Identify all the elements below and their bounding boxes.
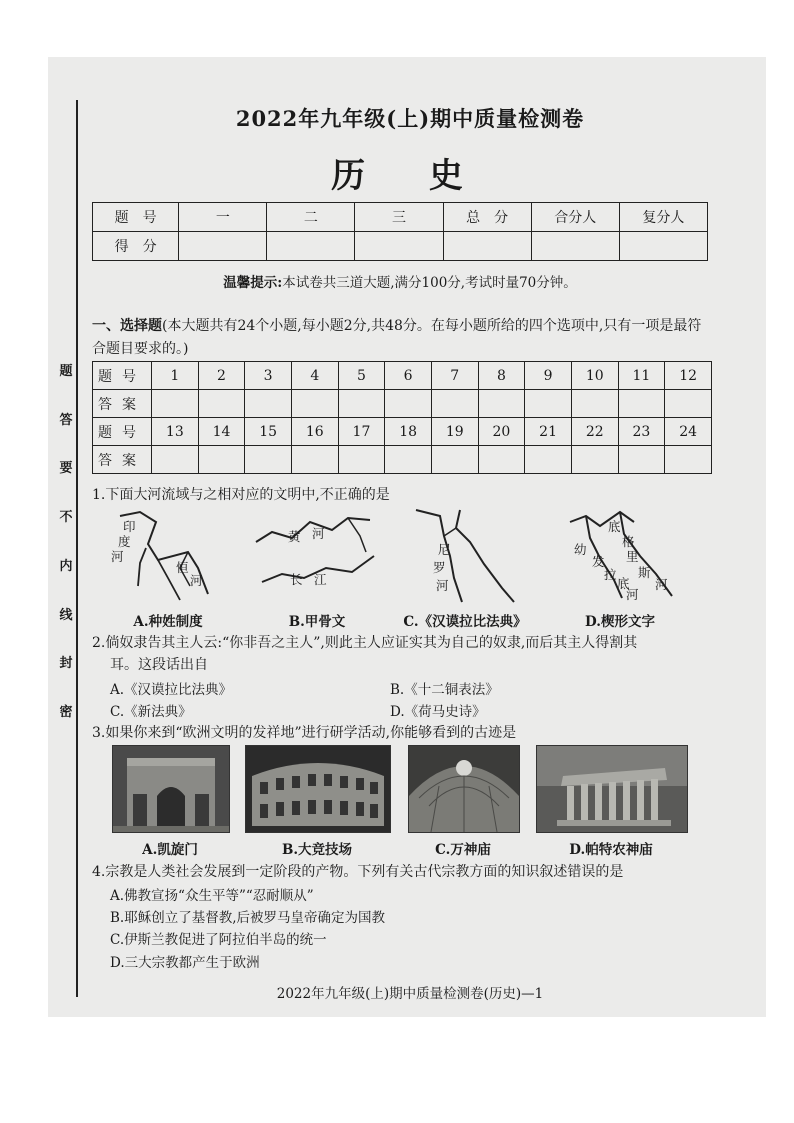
map-label: 罗	[433, 560, 446, 575]
score-cell[interactable]	[619, 232, 707, 261]
map-label: 河	[655, 577, 668, 592]
question-number-cell: 8	[478, 362, 525, 390]
question-number-cell: 10	[571, 362, 618, 390]
answer-cell[interactable]	[665, 390, 712, 418]
photo-arch-of-triumph	[112, 745, 230, 833]
answer-cell[interactable]	[245, 390, 292, 418]
answer-cell[interactable]	[478, 390, 525, 418]
answer-cell[interactable]	[431, 446, 478, 474]
map-label: 底	[617, 576, 630, 591]
question-number-cell: 24	[665, 418, 712, 446]
question-3-stem: 3.如果你来到“欧洲文明的发祥地”进行研学活动,你能够看到的古迹是	[92, 725, 517, 741]
map-label: 河	[190, 573, 203, 588]
question-number-cell: 23	[618, 418, 665, 446]
map-label: 河	[312, 526, 325, 541]
answer-table	[92, 361, 712, 474]
score-row-label: 得 分	[93, 232, 179, 261]
question-number-cell: 5	[338, 362, 385, 390]
answer-cell[interactable]	[338, 390, 385, 418]
map-label: 黄	[288, 529, 301, 544]
question-4-stem: 4.宗教是人类社会发展到一定阶段的产物。下列有关古代宗教方面的知识叙述错误的是	[92, 864, 624, 880]
answer-cell[interactable]	[525, 390, 572, 418]
question-number-cell: 19	[431, 418, 478, 446]
question-number-cell: 13	[152, 418, 199, 446]
map-label: 底	[608, 519, 621, 534]
question-2-stem: 2.倘奴隶告其主人云:“你非吾之主人”,则此主人应证实其为自己的奴隶,而后其主人得割其	[92, 635, 638, 651]
answer-cell[interactable]	[245, 446, 292, 474]
photo-pantheon	[408, 745, 520, 833]
question-number-cell: 14	[198, 418, 245, 446]
map-label: 里	[626, 549, 639, 564]
map-label: 长	[290, 572, 303, 587]
answer-cell[interactable]	[152, 390, 199, 418]
question-2-stem-cont: 耳。这段话出自	[110, 657, 208, 673]
score-header-cell: 三	[355, 203, 443, 232]
map-label: 度	[118, 534, 131, 549]
map-label: 斯	[638, 565, 651, 580]
score-header-cell: 二	[267, 203, 355, 232]
question-number-cell: 7	[431, 362, 478, 390]
map-nile	[410, 506, 520, 606]
answer-cell[interactable]	[291, 390, 338, 418]
exam-title: 2022年九年级(上)期中质量检测卷	[235, 106, 585, 131]
answer-cell[interactable]	[338, 446, 385, 474]
answer-row-label: 题号	[93, 418, 152, 446]
score-header-cell: 题 号	[93, 203, 179, 232]
answer-cell[interactable]	[665, 446, 712, 474]
score-header-cell: 复分人	[619, 203, 707, 232]
answer-cell[interactable]	[198, 390, 245, 418]
question-number-cell: 3	[245, 362, 292, 390]
map-label: 拉	[604, 567, 617, 582]
answer-row-label: 答案	[93, 446, 152, 474]
answer-cell[interactable]	[478, 446, 525, 474]
question-number-cell: 21	[525, 418, 572, 446]
map-label: 河	[111, 549, 124, 564]
q3-option-d[interactable]: D.帕特农神庙	[569, 842, 653, 858]
answer-cell[interactable]	[152, 446, 199, 474]
score-cell[interactable]	[531, 232, 619, 261]
question-number-cell: 11	[618, 362, 665, 390]
answer-cell[interactable]	[571, 446, 618, 474]
q4-option-a[interactable]: A.佛教宣扬“众生平等”“忍耐顺从”	[110, 888, 314, 904]
answer-cell[interactable]	[431, 390, 478, 418]
exam-tip: 温馨提示:本试卷共三道大题,满分100分,考试时量70分钟。	[223, 275, 577, 291]
page-footer: 2022年九年级(上)期中质量检测卷(历史)—1	[276, 986, 544, 1002]
score-cell[interactable]	[179, 232, 267, 261]
question-number-cell: 1	[152, 362, 199, 390]
score-cell[interactable]	[267, 232, 355, 261]
photo-parthenon	[536, 745, 688, 833]
map-label: 印	[123, 519, 136, 534]
question-number-cell: 15	[245, 418, 292, 446]
map-label: 河	[626, 587, 639, 602]
score-header-cell: 一	[179, 203, 267, 232]
q2-option-d[interactable]: D.《荷马史诗》	[390, 704, 486, 720]
score-table	[92, 202, 708, 261]
answer-cell[interactable]	[525, 446, 572, 474]
question-number-cell: 2	[198, 362, 245, 390]
score-header-cell: 合分人	[531, 203, 619, 232]
map-label: 尼	[438, 542, 451, 557]
score-cell[interactable]	[355, 232, 443, 261]
map-label: 恒	[176, 560, 189, 575]
score-cell[interactable]	[443, 232, 531, 261]
question-number-cell: 16	[291, 418, 338, 446]
question-1-stem: 1.下面大河流域与之相对应的文明中,不正确的是	[92, 487, 390, 503]
q4-option-c[interactable]: C.伊斯兰教促进了阿拉伯半岛的统一	[110, 932, 327, 948]
q2-option-a[interactable]: A.《汉谟拉比法典》	[110, 682, 233, 698]
option-a-caption[interactable]: A.种姓制度	[133, 614, 203, 630]
map-label: 格	[622, 534, 635, 549]
answer-cell[interactable]	[385, 390, 432, 418]
option-b-caption[interactable]: B.甲骨文	[288, 614, 346, 630]
option-d-caption[interactable]: D.楔形文字	[585, 614, 655, 630]
q3-option-c[interactable]: C.万神庙	[435, 842, 491, 858]
question-number-cell: 12	[665, 362, 712, 390]
question-number-cell: 18	[385, 418, 432, 446]
map-label: 发	[592, 554, 605, 569]
score-header-cell: 总 分	[443, 203, 531, 232]
question-number-cell: 17	[338, 418, 385, 446]
question-number-cell: 20	[478, 418, 525, 446]
question-number-cell: 4	[291, 362, 338, 390]
answer-cell[interactable]	[198, 446, 245, 474]
map-label: 河	[436, 578, 449, 593]
answer-cell[interactable]	[385, 446, 432, 474]
q3-option-a[interactable]: A.凯旋门	[142, 842, 198, 858]
question-number-cell: 9	[525, 362, 572, 390]
answer-cell[interactable]	[291, 446, 338, 474]
answer-cell[interactable]	[618, 390, 665, 418]
q2-option-b[interactable]: B.《十二铜表法》	[390, 682, 499, 698]
answer-row-label: 答案	[93, 390, 152, 418]
map-label: 幼	[574, 542, 587, 557]
q3-option-b[interactable]: B.大竞技场	[281, 842, 353, 858]
question-number-cell: 6	[385, 362, 432, 390]
seal-line-text: 题 答 要 不 内 线 封 密	[59, 364, 73, 720]
subject-title: 历 史	[331, 156, 489, 196]
section1-instructions: 一、选择题(本大题共有24个小题,每小题2分,共48分。在每小题所给的四个选项中,只有一项是最符合题目要求的。)	[92, 318, 702, 357]
answer-row-label: 题号	[93, 362, 152, 390]
answer-cell[interactable]	[618, 446, 665, 474]
q2-option-c[interactable]: C.《新法典》	[110, 704, 192, 720]
q4-option-d[interactable]: D.三大宗教都产生于欧洲	[110, 955, 260, 971]
photo-colosseum	[245, 745, 391, 833]
question-number-cell: 22	[571, 418, 618, 446]
option-c-caption[interactable]: C.《汉谟拉比法典》	[403, 614, 527, 630]
q4-option-b[interactable]: B.耶稣创立了基督教,后被罗马皇帝确定为国教	[110, 910, 386, 926]
map-label: 江	[314, 572, 327, 587]
seal-line	[76, 100, 78, 997]
answer-cell[interactable]	[571, 390, 618, 418]
